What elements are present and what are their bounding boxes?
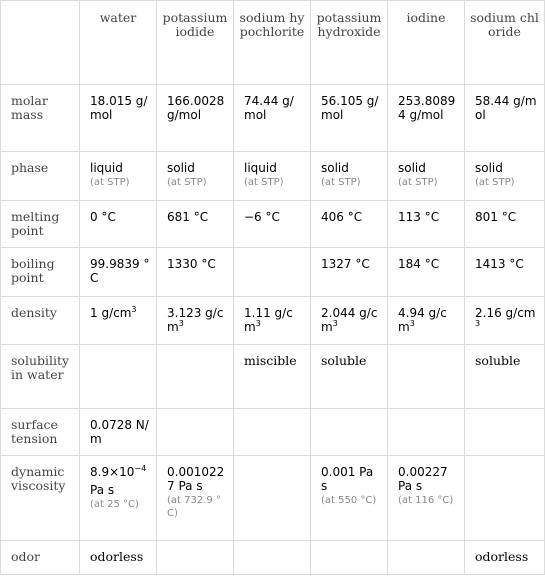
density-exponent: 3 xyxy=(178,319,184,328)
density-exponent: 3 xyxy=(255,319,261,328)
table-row xyxy=(1,85,545,152)
row-label-surface-tension: surface tension xyxy=(1,409,80,456)
phase-value: solid xyxy=(321,161,349,175)
table-row xyxy=(1,456,545,541)
header-row xyxy=(1,1,545,85)
phase-value: solid xyxy=(475,161,503,175)
table-cell: 184 °C xyxy=(388,248,465,297)
table-cell: −6 °C xyxy=(234,201,311,248)
density-value: 3.123 g/cm xyxy=(167,306,224,334)
table-cell: odorless xyxy=(80,541,157,575)
density-exponent: 3 xyxy=(409,319,415,328)
table-cell xyxy=(80,345,157,409)
density-value: 1.11 g/cm xyxy=(244,306,293,334)
table-cell xyxy=(80,456,157,541)
table-cell xyxy=(388,152,465,201)
table-row xyxy=(1,297,545,345)
row-label-boiling-point: boiling point xyxy=(1,248,80,297)
column-header-sodium-chloride: sodium chloride xyxy=(465,1,545,85)
table-cell xyxy=(465,409,545,456)
table-cell xyxy=(388,409,465,456)
table-cell xyxy=(157,456,234,541)
table-cell xyxy=(157,297,234,345)
phase-condition: (at STP) xyxy=(321,177,361,188)
table-cell: 406 °C xyxy=(311,201,388,248)
phase-condition: (at STP) xyxy=(167,177,207,188)
viscosity-mantissa: 8.9×10 xyxy=(90,465,135,479)
table-cell: 113 °C xyxy=(388,201,465,248)
table-cell xyxy=(311,152,388,201)
table-cell xyxy=(311,541,388,575)
column-header-potassium-hydroxide: potassium hydroxide xyxy=(311,1,388,85)
table-cell xyxy=(234,152,311,201)
column-header-sodium-hypochlorite: sodium hypochlorite xyxy=(234,1,311,85)
table-cell: soluble xyxy=(465,345,545,409)
phase-condition: (at STP) xyxy=(475,177,515,188)
phase-value: liquid xyxy=(90,161,123,175)
table-cell: 801 °C xyxy=(465,201,545,248)
row-label-molar-mass: molar mass xyxy=(1,85,80,152)
table-cell xyxy=(234,409,311,456)
table-cell: miscible xyxy=(234,345,311,409)
table-cell xyxy=(80,297,157,345)
viscosity-value: 0.0010227 Pa s xyxy=(167,465,225,493)
table-row xyxy=(1,541,545,575)
table-row xyxy=(1,345,545,409)
table-cell xyxy=(234,541,311,575)
viscosity-condition: (at 25 °C) xyxy=(90,499,139,510)
table-cell xyxy=(388,541,465,575)
row-label-odor: odor xyxy=(1,541,80,575)
table-cell: soluble xyxy=(311,345,388,409)
table-cell xyxy=(311,297,388,345)
viscosity-value: 0.001 Pa s xyxy=(321,465,374,493)
phase-value: liquid xyxy=(244,161,277,175)
viscosity-condition: (at 550 °C) xyxy=(321,495,377,506)
table-cell: 0.0728 N/m xyxy=(80,409,157,456)
viscosity-condition: (at 732.9 °C) xyxy=(167,495,221,519)
table-cell: 74.44 g/mol xyxy=(234,85,311,152)
row-label-phase: phase xyxy=(1,152,80,201)
phase-condition: (at STP) xyxy=(90,177,130,188)
density-value: 1 g/cm xyxy=(90,306,132,320)
table-cell: 18.015 g/mol xyxy=(80,85,157,152)
table-row xyxy=(1,409,545,456)
table-cell xyxy=(465,152,545,201)
density-value: 2.16 g/cm xyxy=(475,306,536,320)
table-cell xyxy=(80,152,157,201)
table-cell xyxy=(388,456,465,541)
table-cell xyxy=(465,297,545,345)
row-label-melting-point: melting point xyxy=(1,201,80,248)
table-cell: 0 °C xyxy=(80,201,157,248)
table-cell: 1330 °C xyxy=(157,248,234,297)
table-cell: 99.9839 °C xyxy=(80,248,157,297)
table-row xyxy=(1,201,545,248)
corner-cell xyxy=(1,1,80,85)
table-cell: odorless xyxy=(465,541,545,575)
column-header-iodine: iodine xyxy=(388,1,465,85)
table-cell: 166.0028 g/mol xyxy=(157,85,234,152)
density-value: 2.044 g/cm xyxy=(321,306,378,334)
row-label-density: density xyxy=(1,297,80,345)
table-row xyxy=(1,248,545,297)
density-exponent: 3 xyxy=(332,319,338,328)
table-cell xyxy=(388,345,465,409)
phase-condition: (at STP) xyxy=(244,177,284,188)
table-cell xyxy=(311,409,388,456)
table-cell xyxy=(157,541,234,575)
table-cell xyxy=(157,152,234,201)
phase-condition: (at STP) xyxy=(398,177,438,188)
table-cell xyxy=(234,297,311,345)
viscosity-exponent: −4 xyxy=(134,464,147,473)
column-header-potassium-iodide: potassium iodide xyxy=(157,1,234,85)
table-cell xyxy=(157,409,234,456)
table-cell: 681 °C xyxy=(157,201,234,248)
table-row xyxy=(1,152,545,201)
table-cell xyxy=(234,248,311,297)
phase-value: solid xyxy=(398,161,426,175)
table-cell xyxy=(234,456,311,541)
column-header-water: water xyxy=(80,1,157,85)
table-cell xyxy=(465,456,545,541)
row-label-solubility: solubility in water xyxy=(1,345,80,409)
density-exponent: 3 xyxy=(131,305,137,314)
table-cell: 1327 °C xyxy=(311,248,388,297)
viscosity-value: 0.00227 Pa s xyxy=(398,465,448,493)
density-value: 4.94 g/cm xyxy=(398,306,447,334)
table-cell: 1413 °C xyxy=(465,248,545,297)
table-cell: 58.44 g/mol xyxy=(465,85,545,152)
table-cell xyxy=(157,345,234,409)
density-exponent: 3 xyxy=(475,319,481,328)
phase-value: solid xyxy=(167,161,195,175)
viscosity-unit: Pa s xyxy=(90,483,115,497)
table-cell xyxy=(388,297,465,345)
table-cell: 253.80894 g/mol xyxy=(388,85,465,152)
viscosity-condition: (at 116 °C) xyxy=(398,495,454,506)
table-cell xyxy=(311,456,388,541)
table-cell: 56.105 g/mol xyxy=(311,85,388,152)
row-label-dynamic-viscosity: dynamic viscosity xyxy=(1,456,80,541)
